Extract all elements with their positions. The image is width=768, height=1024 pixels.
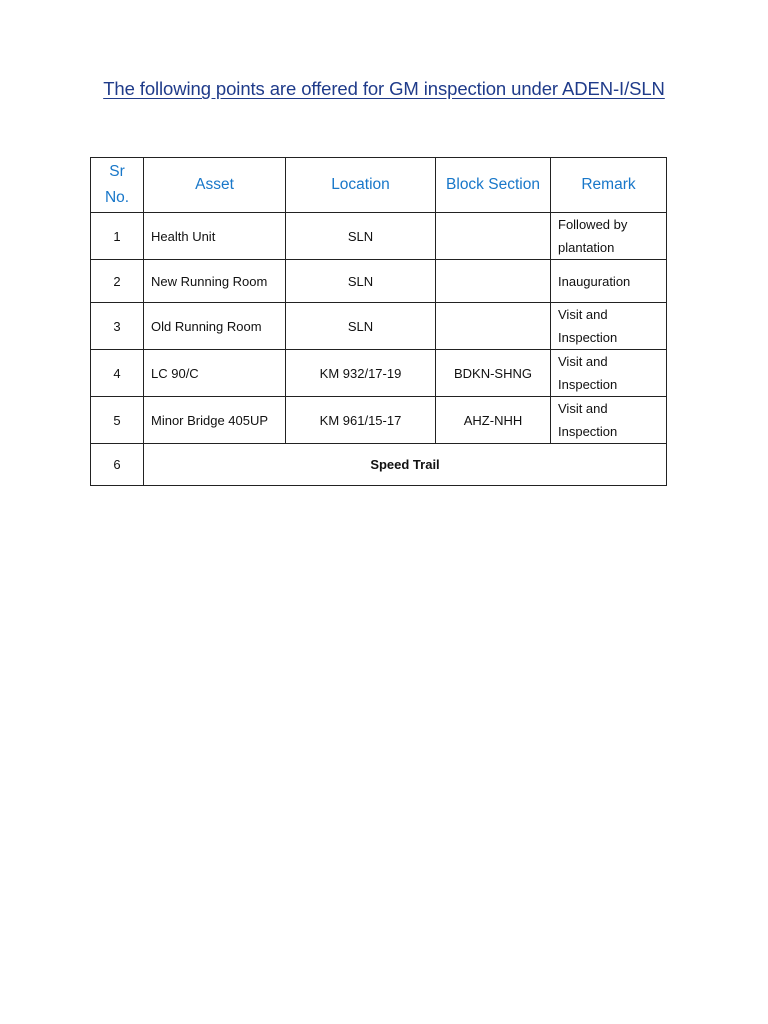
cell-asset: Health Unit — [144, 213, 286, 260]
cell-asset: LC 90/C — [144, 350, 286, 397]
cell-remark: Followed by plantation — [551, 213, 667, 260]
cell-remark: Inauguration — [551, 260, 667, 303]
cell-sr: 5 — [91, 397, 144, 444]
table-row-final — [91, 444, 667, 486]
header-sr-no: Sr No. — [91, 158, 144, 213]
cell-location: SLN — [286, 303, 436, 350]
cell-remark: Visit and Inspection — [551, 350, 667, 397]
cell-location: KM 932/17-19 — [286, 350, 436, 397]
cell-block-section: AHZ-NHH — [436, 397, 551, 444]
inspection-table — [90, 157, 667, 486]
cell-asset: Minor Bridge 405UP — [144, 397, 286, 444]
cell-sr: 6 — [91, 444, 144, 486]
header-remark: Remark — [551, 158, 667, 213]
cell-sr: 4 — [91, 350, 144, 397]
cell-location: SLN — [286, 213, 436, 260]
cell-remark: Visit and Inspection — [551, 303, 667, 350]
cell-block-section — [436, 303, 551, 350]
table-row — [91, 397, 667, 444]
cell-sr: 2 — [91, 260, 144, 303]
cell-block-section — [436, 260, 551, 303]
page-title: The following points are offered for GM inspection under ADEN-I/SLN — [103, 78, 665, 99]
cell-asset: New Running Room — [144, 260, 286, 303]
cell-location: SLN — [286, 260, 436, 303]
cell-sr: 1 — [91, 213, 144, 260]
table-row — [91, 350, 667, 397]
cell-speed-trail: Speed Trail — [144, 444, 667, 486]
cell-block-section: BDKN-SHNG — [436, 350, 551, 397]
table-row — [91, 213, 667, 260]
header-block-section: Block Section — [436, 158, 551, 213]
table-header-row — [91, 158, 667, 213]
cell-remark: Visit and Inspection — [551, 397, 667, 444]
cell-block-section — [436, 213, 551, 260]
cell-sr: 3 — [91, 303, 144, 350]
cell-asset: Old Running Room — [144, 303, 286, 350]
cell-location: KM 961/15-17 — [286, 397, 436, 444]
table-row — [91, 303, 667, 350]
table-row — [91, 260, 667, 303]
header-asset: Asset — [144, 158, 286, 213]
header-location: Location — [286, 158, 436, 213]
